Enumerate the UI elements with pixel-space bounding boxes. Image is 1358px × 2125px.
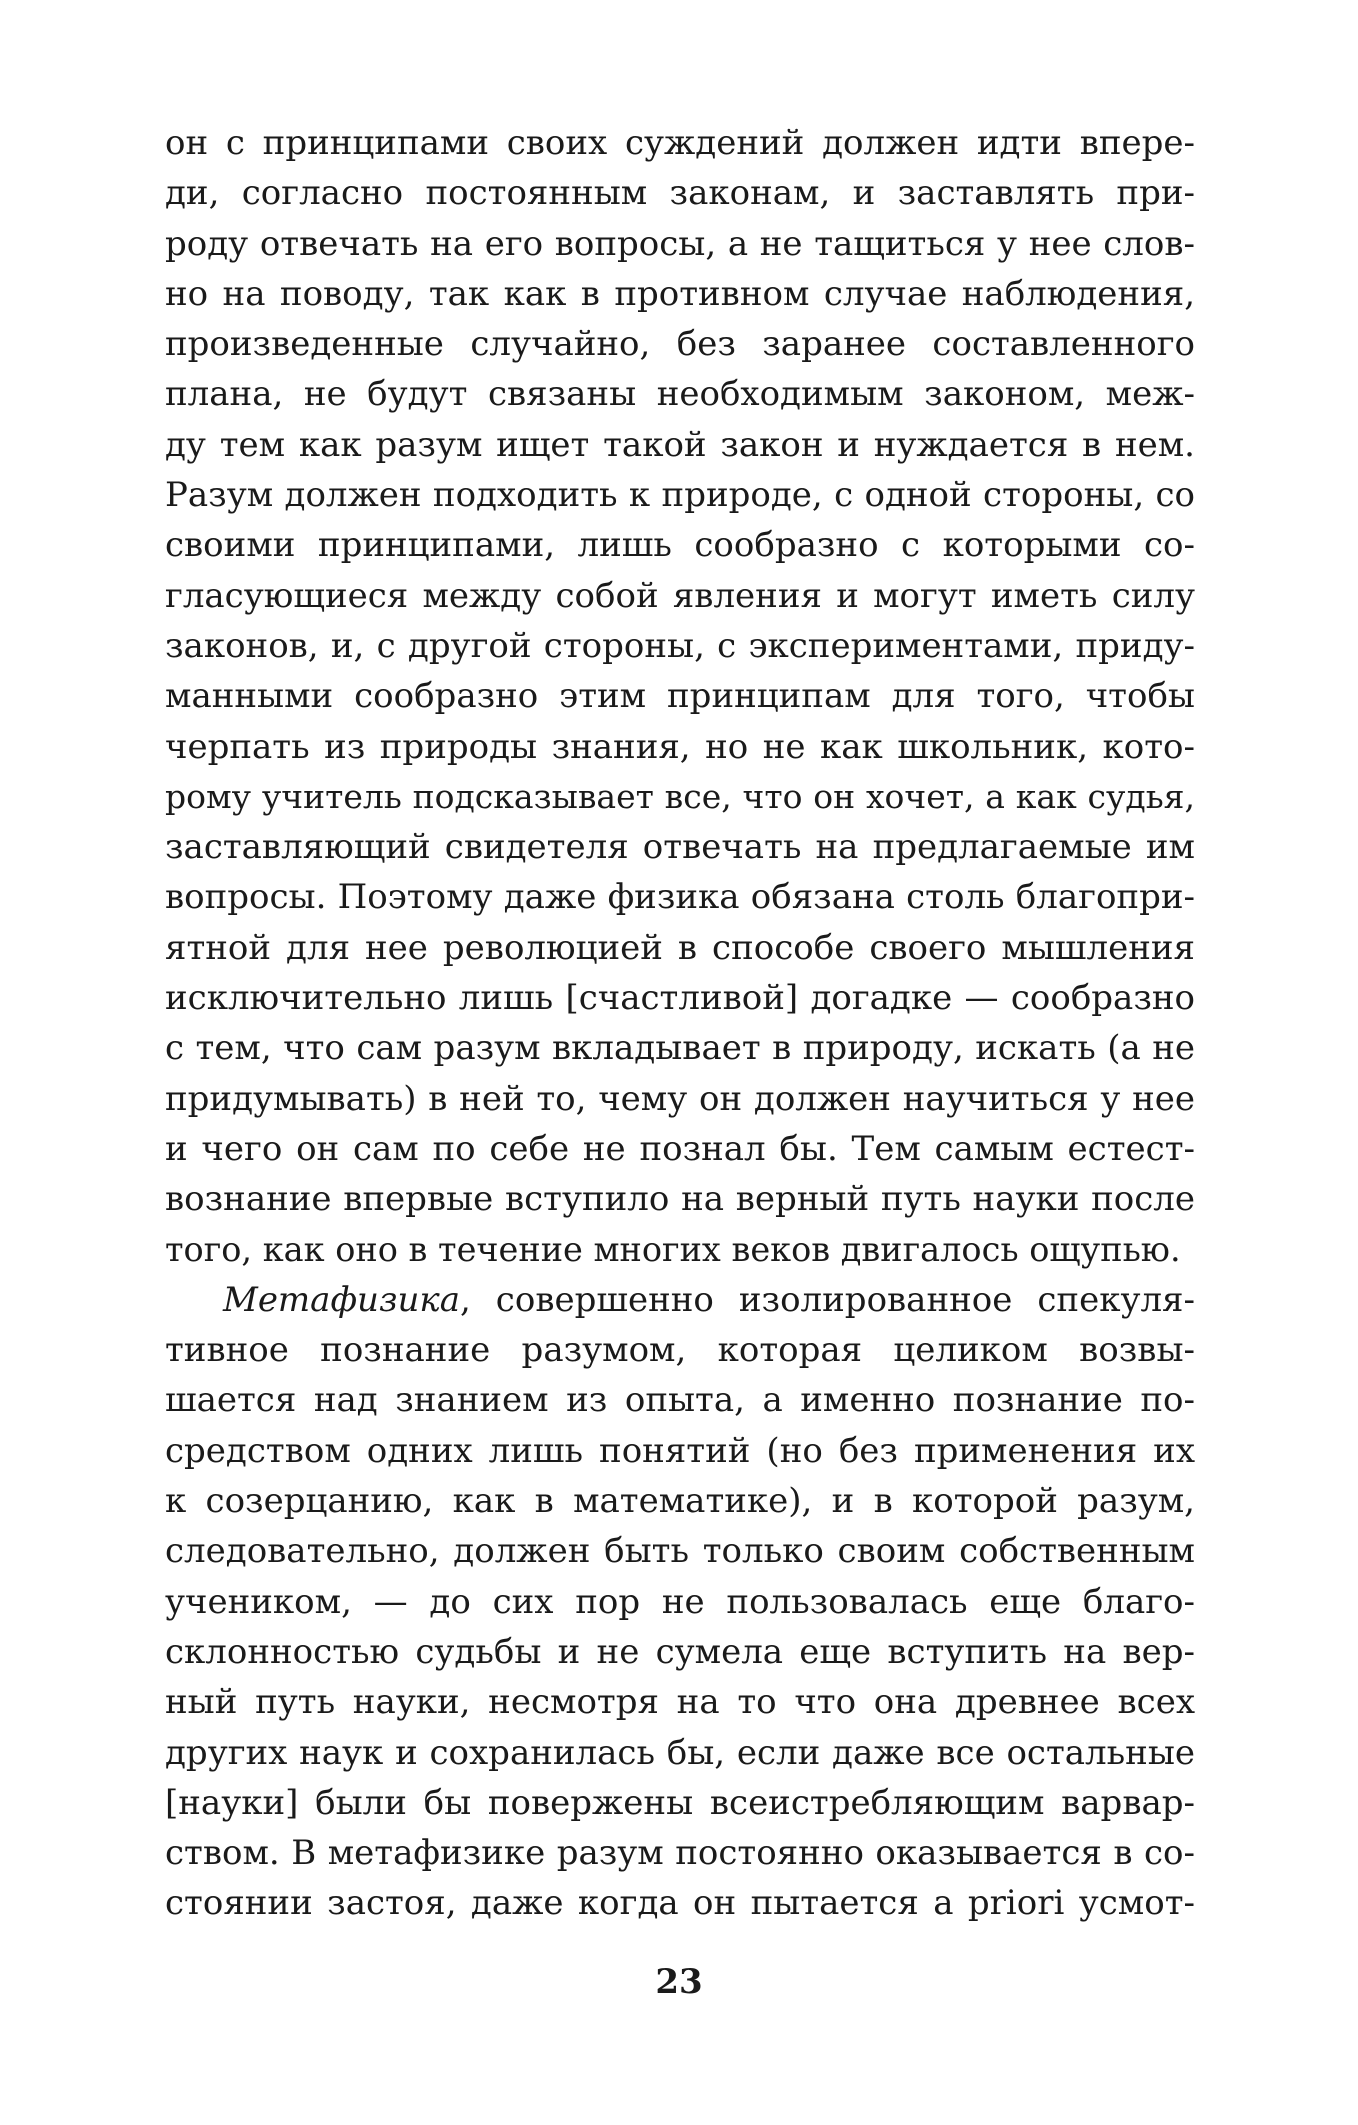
text-line: исключительно лишь [счастливой] догадке — сообразно [165, 978, 1195, 1019]
text-line: Разум должен подходить к природе, с одной стороны, со [165, 475, 1195, 516]
text-line: произведенные случайно, без заранее составленного [165, 324, 1195, 365]
text-line: черпать из природы знания, но не как школьник, кото- [165, 726, 1195, 767]
text-line: манными сообразно этим принципам для того, чтобы [165, 676, 1195, 717]
page-number: 23 [655, 1962, 703, 2002]
text-line: и чего он сам по себе не познал бы. Тем самым естест- [165, 1128, 1195, 1169]
text-line: ством. В метафизике разум постоянно оказывается в со- [165, 1833, 1195, 1874]
text-line: заставляющий свидетеля отвечать на предлагаемые им [165, 827, 1195, 868]
text-line: средством одних лишь понятий (но без применения их [165, 1430, 1195, 1471]
text-line: других наук и сохранилась бы, если даже все остальные [165, 1732, 1195, 1773]
text-line: вознание впервые вступило на верный путь науки после [165, 1179, 1195, 1220]
text-line: склонностью судьбы и не сумела еще вступить на вер- [165, 1631, 1195, 1672]
text-line: шается над знанием из опыта, а именно познание по- [165, 1380, 1195, 1421]
paragraph-first-line [165, 1275, 1195, 1325]
text-line: плана, не будут связаны необходимым законом, меж- [165, 374, 1195, 415]
text-line: вопросы. Поэтому даже физика обязана столь благопри- [165, 877, 1195, 918]
text-line: но на поводу, так как в противном случае наблюдения, [165, 273, 1195, 314]
text-line: ду тем как разум ищет такой закон и нуждается в нем. [165, 424, 1195, 465]
text-line: своими принципами, лишь сообразно с которыми со- [165, 525, 1195, 566]
text-line: гласующиеся между собой явления и могут иметь силу [165, 575, 1195, 616]
text-line: законов, и, с другой стороны, с экспериментами, приду- [165, 625, 1195, 666]
text-line: [науки] были бы повержены всеистребляющим варвар- [165, 1782, 1195, 1823]
text-line: ятной для нее революцией в способе своего мышления [165, 927, 1195, 968]
italic-term: Метафизика [223, 1279, 460, 1320]
text-line: учеником, — до сих пор не пользовалась еще благо- [165, 1581, 1195, 1622]
text-line: ди, согласно постоянным законам, и заставлять при- [165, 173, 1195, 214]
text-line: следовательно, должен быть только своим собственным [165, 1531, 1195, 1572]
text-line: того, как оно в течение многих веков двигалось ощупью. [165, 1229, 1181, 1269]
text-line: роду отвечать на его вопросы, а не тащиться у нее слов- [165, 223, 1195, 264]
text-line: ный путь науки, несмотря на то что она древнее всех [165, 1682, 1195, 1723]
body-text [165, 118, 1195, 1929]
text-line: стоянии застоя, даже когда он пытается a priori усмот- [165, 1883, 1195, 1924]
text-line: с тем, что сам разум вкладывает в природу, искать (а не [165, 1028, 1195, 1069]
text-line: к созерцанию, как в математике), и в которой разум, [165, 1481, 1195, 1522]
text-line: тивное познание разумом, которая целиком возвы- [165, 1330, 1195, 1371]
text-fragment: , совершенно изолированное спекуля- [459, 1279, 1195, 1320]
text-line: придумывать) в ней то, чему он должен научиться у нее [165, 1078, 1195, 1119]
text-line: он с принципами своих суждений должен идти впере- [165, 123, 1195, 163]
text-line: рому учитель подсказывает все, что он хочет, а как судья, [165, 776, 1195, 816]
